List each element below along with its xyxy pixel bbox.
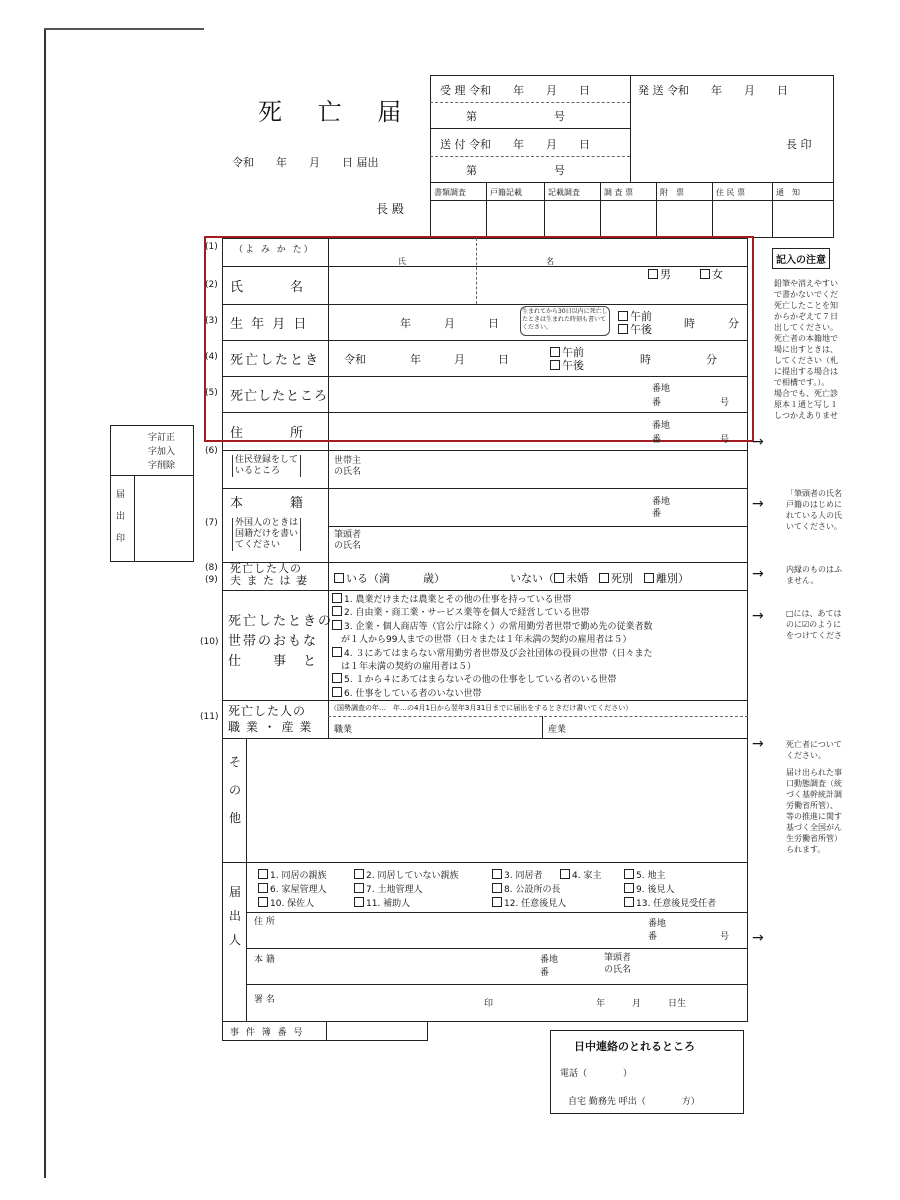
death-place-ban: 番 (652, 398, 662, 408)
highlight-rect (204, 236, 754, 442)
row4-number: (4) (205, 352, 218, 362)
notes-p6: 届け出られた事 口動態調査（統 づく基幹統計調 労働省所管）、 等の推進に関す 基づく全国がん 生労働省所管） られます。 (786, 768, 842, 854)
row6-number: (6) (205, 446, 218, 456)
honseki-label: 本 籍 (230, 496, 306, 511)
birth-pm-option[interactable]: 午後 (618, 321, 652, 337)
reporter-go: 号 (720, 932, 730, 942)
arrow-occupation: → (752, 736, 764, 752)
check-cell-label: 戸籍記載 (490, 188, 522, 197)
qualification-checkbox[interactable] (354, 869, 364, 879)
notes-title: 記入の注意 (772, 248, 830, 269)
reporter-head-label: 筆頭者 の氏名 (604, 953, 632, 975)
qualification-checkbox[interactable] (492, 897, 502, 907)
arrow-spouse: → (752, 566, 764, 582)
address-banchi: 番地 (652, 421, 671, 431)
row10-number: (10) (200, 637, 219, 647)
address-sub: 住民登録をして いるところ (232, 455, 301, 477)
qualification-checkbox[interactable] (560, 869, 570, 879)
qualification-checkbox[interactable] (624, 869, 634, 879)
honseki-sub: 外国人のときは 国籍だけを書い てください (232, 518, 301, 551)
reporter-qualification-option[interactable]: 11. 補助人 (354, 896, 410, 909)
birthdate-ymd: 年 月 日 (400, 317, 499, 330)
occupation-label: 死亡した人の 職 業 ・ 産 業 (228, 704, 313, 734)
birth-time-note: 生まれてから30日以内に死亡したときは生まれた時刻も書いてください。 (520, 306, 610, 336)
bereaved-checkbox[interactable] (599, 573, 609, 583)
address-label: 住 所 (230, 426, 306, 441)
check-cell-label: 通 知 (776, 188, 800, 197)
household-work-item[interactable]: 6. 仕事をしている者のいない世帯 (332, 686, 481, 699)
reporter-qualification-option[interactable]: 9. 後見人 (624, 882, 674, 895)
qualification-checkbox[interactable] (624, 883, 634, 893)
notes-p4: □には、あては のに☑のように をつけてくださ (786, 609, 842, 640)
check-cell-divider (486, 182, 487, 238)
census-note: （国勢調査の年… 年…の4月1日から翌年3月31日までに届出をするときだけ書いてください） (330, 704, 633, 712)
reporter-birthdate: 年 月 日生 (596, 999, 687, 1009)
arrow-address: → (752, 434, 764, 450)
page-left-edge (44, 28, 46, 1178)
arrow-household: → (752, 608, 764, 624)
household-work-checkbox[interactable] (332, 647, 342, 657)
reading-label: （よ み か た） (234, 245, 315, 255)
occupation-job-label: 職業 (334, 725, 353, 735)
check-cell-label: 調 査 票 (604, 188, 634, 197)
qualification-checkbox[interactable] (258, 883, 268, 893)
chief-seal: 長 印 (786, 138, 812, 151)
qualification-checkbox[interactable] (624, 897, 634, 907)
notes-panel (772, 246, 900, 866)
address-go: 号 (720, 435, 730, 445)
spouse-no-group: いない（ 未婚 死別 離別） (510, 572, 689, 585)
reporter-signature-label: 署 名 (254, 995, 275, 1005)
contact-title: 日中連絡のとれるところ (574, 1040, 695, 1053)
contact-where: 自宅 勤務先 呼出（ 方） (568, 1097, 700, 1107)
reporter-qualification-option[interactable]: 7. 土地管理人 (354, 882, 422, 895)
household-work-checkbox[interactable] (332, 593, 342, 603)
row7-number: (7) (205, 518, 218, 528)
death-place-label: 死亡したところ (230, 389, 329, 404)
reporter-label: 届 出 人 (229, 885, 242, 947)
check-cell-label: 書類調査 (434, 188, 466, 197)
household-work-label: 死亡したときの 世帯のおもな 仕 事 と (228, 614, 334, 669)
household-work-checkbox[interactable] (332, 673, 342, 683)
reporter-qualification-option[interactable]: 12. 任意後見人 (492, 896, 566, 909)
household-work-item[interactable]: 3. 企業・個人商店等（官公庁は除く）の常用勤労者世帯で勤め先の従業者数 (332, 619, 652, 632)
death-am-checkbox[interactable] (550, 347, 560, 357)
check-cell-divider (544, 182, 545, 238)
row5-number: (5) (205, 388, 218, 398)
sent-received-number: 第 号 (466, 164, 565, 177)
household-work-checkbox[interactable] (332, 687, 342, 697)
household-work-item[interactable]: 4. ３にあてはまらない常用勤労者世帯及び会社団体の役員の世帯（日々また (332, 646, 652, 659)
reporter-seal-label: 届 出 印 (116, 490, 126, 544)
death-hour-minute: 時 分 (640, 353, 717, 366)
chief-addressee: 長 殿 (376, 202, 404, 216)
qualification-checkbox[interactable] (354, 883, 364, 893)
sent-field: 発 送 令和 年 月 日 (638, 84, 788, 97)
reporter-qualification-option[interactable]: 6. 家屋管理人 (258, 882, 326, 895)
other-label: そ の 他 (229, 755, 242, 825)
birth-pm-checkbox[interactable] (618, 324, 628, 334)
birth-am-checkbox[interactable] (618, 311, 628, 321)
row9-number: (9) (205, 575, 218, 585)
check-cell-rule (430, 200, 834, 201)
row11-number: (11) (200, 712, 219, 722)
household-work-item: が１人から99人までの世帯（日々または１年未満の契約の雇用者は５） (332, 635, 632, 646)
reporter-qualification-option[interactable]: 4. 家主 (560, 868, 601, 881)
death-time-label: 死亡したとき (230, 353, 321, 368)
correction-label-2: 字加入 (148, 447, 176, 457)
household-work-item[interactable]: 2. 自由業・商工業・サービス業等を個人で経営している世帯 (332, 605, 589, 618)
reporter-qualification-option[interactable]: 10. 保佐人 (258, 896, 314, 909)
qualification-checkbox[interactable] (492, 883, 502, 893)
sex-female-option[interactable]: 女 (700, 266, 723, 282)
qualification-checkbox[interactable] (258, 897, 268, 907)
row2-number: (2) (205, 280, 218, 290)
arrow-honseki: → (752, 496, 764, 512)
row1-number: (1) (205, 242, 218, 252)
given-name-label: 名 (546, 257, 554, 266)
qualification-checkbox[interactable] (492, 869, 502, 879)
case-number-label: 事 件 簿 番 号 (230, 1028, 305, 1038)
birthdate-label: 生 年 月 日 (230, 317, 309, 332)
birth-time: 時 分 (684, 317, 739, 330)
spouse-label: 死亡した人の 夫 ま た は 妻 (230, 562, 308, 587)
check-cell-divider (712, 182, 713, 238)
divorced-checkbox[interactable] (644, 573, 654, 583)
householder-label: 世帯主 の氏名 (334, 456, 362, 477)
household-work-item[interactable]: 1. 農業だけまたは農業とその他の仕事を持っている世帯 (332, 592, 571, 605)
received-field: 受 理 令和 年 月 日 (440, 84, 590, 97)
page-top-edge (44, 28, 204, 30)
notes-p3: 内縁のものはふ ません。 (786, 565, 842, 585)
check-cell-divider (772, 182, 773, 238)
death-place-go: 号 (720, 398, 730, 408)
row8-number: (8) (205, 563, 218, 573)
reporter-qualification-option[interactable]: 13. 任意後見受任者 (624, 896, 716, 909)
death-place-banchi: 番地 (652, 384, 671, 394)
correction-label-3: 字削除 (148, 461, 176, 471)
male-checkbox[interactable] (648, 269, 658, 279)
death-am-option[interactable]: 午前 (550, 344, 584, 360)
qualification-checkbox[interactable] (354, 897, 364, 907)
address-ban: 番 (652, 435, 662, 445)
form-title: 死 亡 届 (258, 98, 416, 126)
qualification-checkbox[interactable] (258, 869, 268, 879)
occupation-industry-label: 産業 (548, 725, 567, 735)
death-ymd: 年 月 日 (410, 353, 509, 366)
spouse-yes-checkbox[interactable] (334, 573, 344, 583)
female-checkbox[interactable] (700, 269, 710, 279)
death-pm-checkbox[interactable] (550, 360, 560, 370)
reporter-qualification-option[interactable]: 1. 同居の親族 (258, 868, 326, 881)
notes-p1: 鉛筆や消えやすい で書かないでくだ 死亡したことを知 からかぞえて７日 出してください。 死亡者の本籍地で 場に出すときは、 してください（札 に提出する場合は で相構です。）。 場合でも、死亡診 原本１通と写し１ しつかえありませ (774, 279, 838, 420)
check-cell-divider (656, 182, 657, 238)
contact-phone: 電話（ ） (560, 1069, 633, 1079)
household-work-item[interactable]: 5. １から４にあてはまらないその他の仕事をしている者のいる世帯 (332, 672, 616, 685)
reporter-honseki-ban: 番 (540, 968, 550, 978)
reporter-honseki-label: 本 籍 (254, 955, 275, 965)
check-cell-label: 附 票 (660, 188, 684, 197)
spouse-yes-option[interactable]: いる（満 歳） (334, 570, 445, 586)
reporter-seal-mark: 印 (484, 999, 494, 1009)
honseki-ban: 番 (652, 509, 662, 519)
household-work-checkbox[interactable] (332, 606, 342, 616)
sex-male-option[interactable]: 男 (648, 266, 671, 282)
household-work-item: は１年未満の契約の雇用者は５） (332, 662, 477, 672)
surname-label: 氏 (398, 257, 406, 266)
reporter-qualification-option[interactable]: 3. 同居者 (492, 868, 542, 881)
check-cell-divider (600, 182, 601, 238)
check-cell-label: 住 民 票 (716, 188, 746, 197)
correction-label-1: 字訂正 (148, 433, 176, 443)
unmarried-checkbox[interactable] (554, 573, 564, 583)
birth-am-option[interactable]: 午前 (618, 308, 652, 324)
name-label: 氏 名 (230, 280, 306, 295)
row3-number: (3) (205, 316, 218, 326)
filed-date-line: 令和 年 月 日 届出 (232, 156, 379, 169)
reporter-qualification-option[interactable]: 5. 地主 (624, 868, 665, 881)
reporter-honseki-banchi: 番地 (540, 955, 559, 965)
household-work-checkbox[interactable] (332, 620, 342, 630)
received-number: 第 号 (466, 110, 565, 123)
reporter-ban: 番 (648, 932, 658, 942)
check-cell-label: 記載調査 (548, 188, 580, 197)
arrow-reporter-address: → (752, 930, 764, 946)
death-era: 令和 (344, 353, 366, 366)
check-cell-divider (430, 182, 431, 238)
reporter-qualification-option[interactable]: 2. 同居していない親族 (354, 868, 458, 881)
notes-p2: 「筆頭者の氏名 戸籍のはじめに れている人の氏 いてください。 (786, 489, 842, 531)
reporter-banchi: 番地 (648, 919, 667, 929)
reporter-qualification-option[interactable]: 8. 公設所の長 (492, 882, 560, 895)
honseki-banchi: 番地 (652, 497, 671, 507)
sent-received-field: 送 付 令和 年 月 日 (440, 138, 590, 151)
reporter-address-label: 住 所 (254, 917, 275, 927)
notes-p5: 死亡者について ください。 (786, 740, 842, 760)
family-head-label: 筆頭者 の氏名 (334, 530, 362, 551)
death-pm-option[interactable]: 午後 (550, 357, 584, 373)
